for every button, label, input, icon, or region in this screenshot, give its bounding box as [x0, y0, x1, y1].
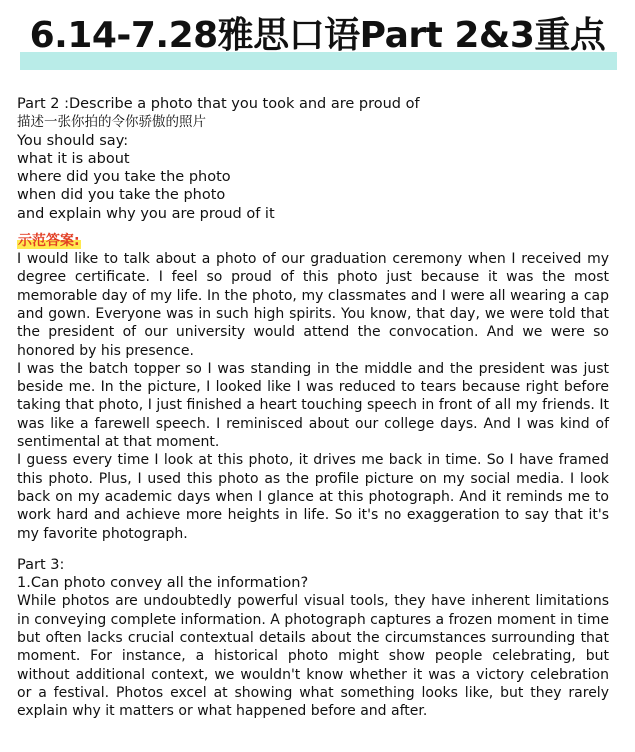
part3-answer: While photos are undoubtedly powerful visual tools, they have inherent limitations in conveying complete information. A photograph captures a frozen moment in time but often lacks crucial contextual details about the circumstances surrounding that moment. For instance, a historical photo might show people celebrating, but without additional context, we wouldn't know whether it was a victory celebration or a festival. Photos excel at showing what something looks like, but they rarely explain why it matters or what happened before and after. — [17, 593, 609, 720]
document-body — [17, 95, 609, 721]
answer-paragraph: I guess every time I look at this photo, it drives me back in time. So I have framed this photo. Plus, I used this photo as the profile picture on my social media. I look back on my academic days when I glance at this photograph. And it reminds me to work hard and achieve more heights in life. So it's no exaggeration to say that it's my favorite photograph. — [17, 452, 609, 542]
part2-heading: Part 2 :Describe a photo that you took and are proud of — [17, 96, 420, 112]
part2-heading-zh: 描述一张你拍的令你骄傲的照片 — [17, 114, 206, 131]
part3-question: 1.Can photo convey all the information? — [17, 575, 309, 592]
page-title — [24, 12, 612, 60]
prompt-item: what it is about — [17, 150, 130, 167]
answer-label-text: 示范答案: — [18, 233, 80, 250]
prompt-item: and explain why you are proud of it — [17, 205, 275, 222]
page-title-text: 6.14-7.28雅思口语Part 2&3重点 — [29, 15, 606, 56]
answer-paragraph: I was the batch topper so I was standing in the middle and the president was just beside me. In the picture, I looked like I was reduced to tears because right before taking that photo, I just finished a heart touching speech in front of all my friends. It was like a farewell speech. I reminisced about our college days. And I was kind of sentimental at that moment. — [17, 360, 609, 451]
prompt-intro: You should say: — [17, 132, 129, 149]
answer-paragraph: I would like to talk about a photo of our graduation ceremony when I received my degree certificate. I feel so proud of this photo just because it was the most memorable day of my life. In the photo, my classmates and I were all wearing a cap and gown. Everyone was in such high spirits. You know, that day, we were told that the president of our university would attend the convocation. And we were so honored by his presence. — [17, 251, 609, 359]
title-container — [0, 12, 635, 60]
prompt-item: when did you take the photo — [17, 187, 226, 204]
part3-heading: Part 3: — [17, 556, 65, 573]
prompt-item: where did you take the photo — [17, 169, 231, 186]
answer-label — [17, 232, 609, 250]
